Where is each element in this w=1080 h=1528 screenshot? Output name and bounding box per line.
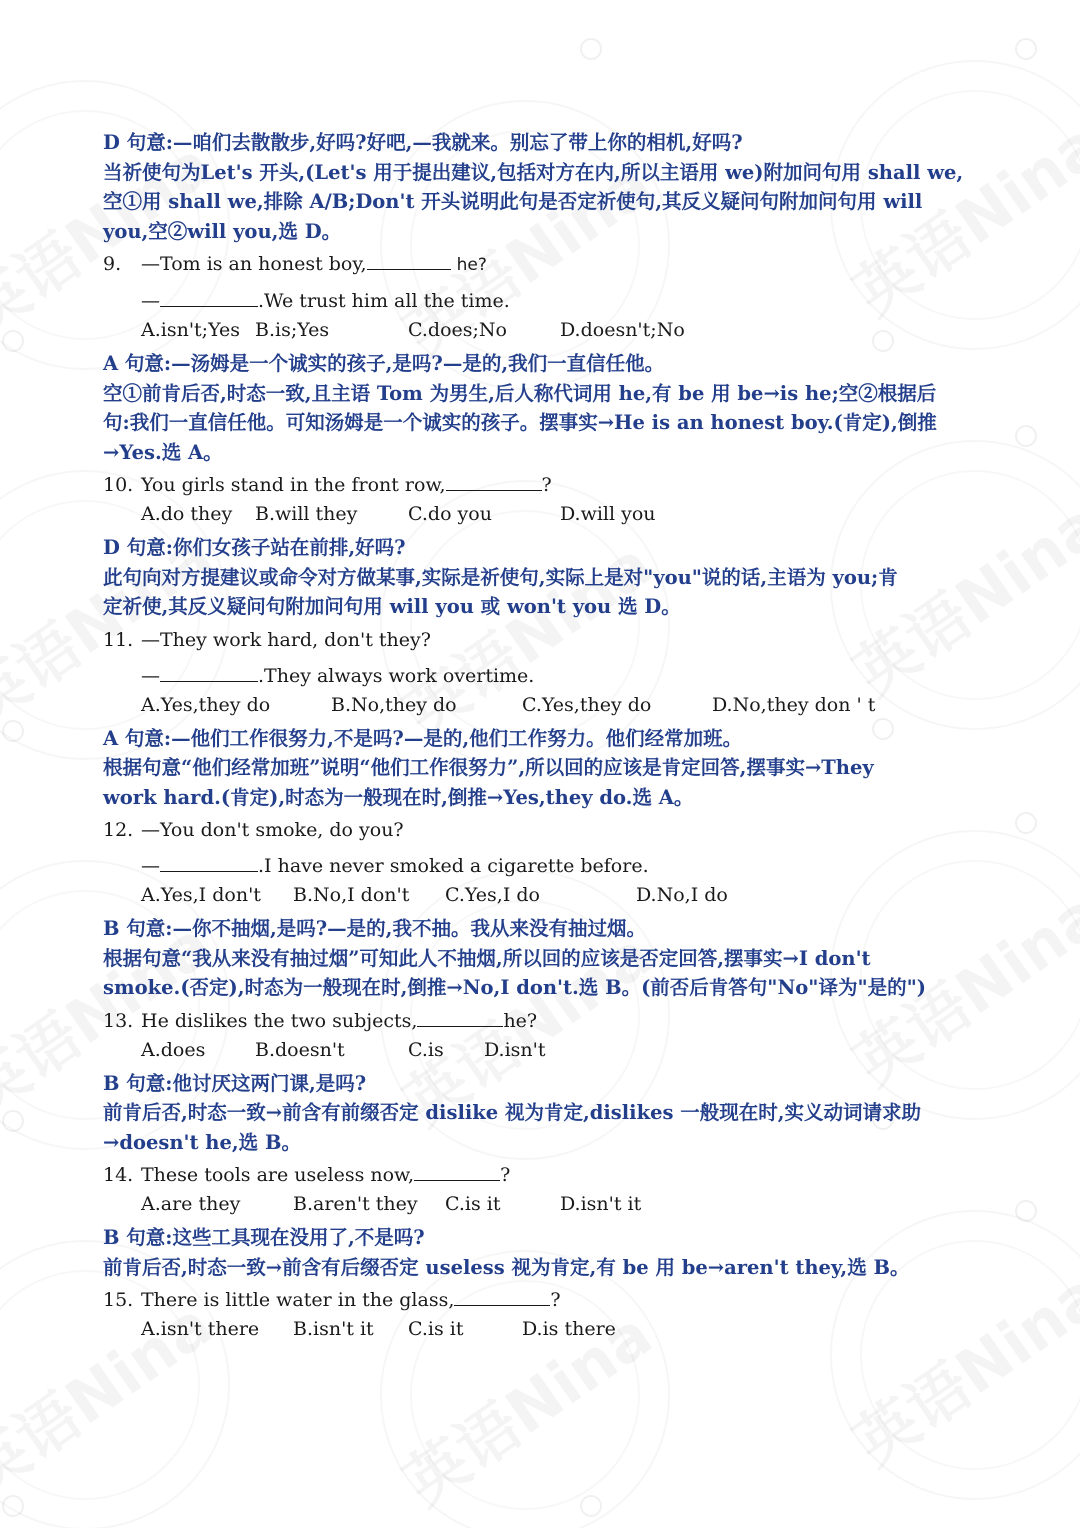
answer-line: B 句意:他讨厌这两门课,是吗? [103,1071,367,1095]
answer-line: 空①用 shall we,排除 A/B;Don't 开头说明此句是否定祈使句,其反义疑问句附加问句用 will [103,190,923,213]
answer-blank [160,661,258,682]
answer-line: work hard.(肯定),时态为一般现在时,倒推→Yes,they do.选 A。 [103,785,694,809]
answer-line: 当祈使句为Let's 开头,(Let's 用于提出建议,包括对方在内,所以主语用 we)附加问句用 shall we, [103,160,964,184]
reply-text: .They always work overtime. [258,664,535,687]
options-12 [103,884,983,914]
watermark-dot [1015,38,1037,60]
question-13 [103,1003,983,1039]
watermark-dot [2,330,24,352]
watermark-dot [2,1495,24,1517]
answer-line: 根据句意“他们经常加班”说明“他们工作很努力”,所以回的应该是肯定回答,摆事实→They [103,756,874,779]
option-a: A.are they [141,1193,241,1215]
question-14 [103,1157,983,1193]
option-d: D.No,they don ' t [712,693,876,716]
answer-line: A 句意:—汤姆是一个诚实的孩子,是吗?—是的,我们一直信任他。 [103,352,665,375]
question-number: 15. [103,1289,134,1311]
question-number: 11. [103,628,134,651]
answer-explanation-9 [103,349,983,467]
question-stem: You girls stand in the front row, [141,474,446,496]
option-c: C.is it [408,1318,464,1340]
answer-line: 根据句意“我从来没有抽过烟”可知此人不抽烟,所以回的应该是否定回答,摆事实→I don't [103,946,871,970]
answer-explanation-13 [103,1069,983,1158]
option-c: C.does;No [408,319,507,341]
answer-line: A 句意:—他们工作很努力,不是吗?—是的,他们工作努力。他们经常加班。 [103,726,743,750]
answer-line: B 句意:这些工具现在没用了,不是吗? [103,1226,425,1249]
answer-line: →doesn't he,选 B。 [103,1130,301,1154]
reply-dash: — [141,664,160,687]
option-b: B.No,I don't [293,884,410,906]
answer-line: D 句意:—咱们去散散步,好吗?好吧,—我就来。别忘了带上你的相机,好吗? [103,131,743,154]
answer-line: you,空②will you,选 D。 [103,219,342,243]
answer-line: 前肯后否,时态一致→前含有后缀否定 useless 视为肯定,有 be 用 be→aren't they,选 B。 [103,1255,910,1279]
reply-dash: — [141,290,160,312]
watermark-dot [1015,812,1037,834]
reply-text: .I have never smoked a cigarette before. [258,855,649,877]
option-d: D.doesn't;No [560,319,685,341]
answer-line: 前肯后否,时态一致→前含有前缀否定 dislike 视为肯定,dislikes 一般现在时,实义动词请求助 [103,1101,922,1124]
option-b: B.is;Yes [255,319,330,341]
answer-line: smoke.(否定),时态为一般现在时,倒推→No,I don't.选 B。(前否后肯答句"No"译为"是的") [103,976,926,999]
answer-line: 定祈使,其反义疑问句附加问句用 will you 或 won't you 选 D。 [103,595,681,618]
watermark-dot [2,1110,24,1132]
question-stem-tail: ? [500,1164,511,1186]
question-stem-tail: he? [456,255,487,275]
answer-line: D 句意:你们女孩子站在前排,好吗? [103,536,406,559]
watermark-dot [1015,425,1037,447]
answer-line: 空①前肯后否,时态一致,且主语 Tom 为男生,后人称代词用 he,有 be 用 be→is he;空②根据后 [103,381,937,405]
option-a: A.isn't there [141,1318,260,1340]
question-stem: There is little water in the glass, [141,1289,455,1311]
option-c: C.Yes,they do [522,693,652,716]
answer-blank [160,286,258,307]
watermark-dot [580,38,602,60]
option-d: D.No,I do [636,884,728,906]
question-12 [103,812,983,884]
option-a: A.do they [141,503,233,525]
answer-blank [446,470,542,491]
reply-text: .We trust him all the time. [258,290,510,312]
answer-line: 此句向对方提建议或命令对方做某事,实际是祈使句,实际上是对"you"说的话,主语为 you;肯 [103,565,898,589]
option-a: A.Yes,I don't [141,884,261,906]
answer-blank [160,851,258,872]
question-number: 13. [103,1009,134,1032]
answer-explanation-12 [103,914,983,1003]
reply-dash: — [141,855,160,877]
options-9 [103,319,983,349]
answer-line: B 句意:—你不抽烟,是吗?—是的,我不抽。我从来没有抽过烟。 [103,917,646,940]
option-a: A.Yes,they do [141,693,271,716]
option-b: B.aren't they [293,1193,418,1215]
answer-blank [414,1160,500,1181]
watermark-dot [1015,1200,1037,1222]
question-stem: He dislikes the two subjects, [141,1009,418,1032]
option-b: B.doesn't [255,1038,345,1061]
answer-blank [417,1006,503,1027]
question-15 [103,1282,983,1318]
question-stem-tail: he? [503,1009,538,1032]
answer-blank [454,1285,550,1306]
answer-explanation-8 [103,128,983,246]
answer-explanation-14 [103,1223,983,1282]
option-a: A.does [141,1038,206,1061]
question-number: 10. [103,474,134,496]
question-10 [103,467,983,503]
options-10 [103,503,983,533]
answer-blank [367,249,451,270]
question-stem: —Tom is an honest boy, [141,253,367,275]
option-d: D.isn't [484,1038,546,1061]
question-number: 12. [103,819,134,841]
option-c: C.Yes,I do [445,884,540,906]
options-13 [103,1039,983,1069]
watermark-dot [2,720,24,742]
answer-explanation-10 [103,533,983,622]
question-9 [103,246,983,319]
answer-line: 句:我们一直信任他。可知汤姆是一个诚实的孩子。摆事实→He is an honest boy.(肯定),倒推 [103,411,937,434]
document-body [103,128,983,1348]
option-b: B.No,they do [331,693,457,716]
option-b: B.will they [255,503,358,525]
question-stem-tail: ? [541,474,552,496]
question-stem: —They work hard, don't they? [141,628,431,651]
option-c: C.do you [408,503,492,525]
answer-explanation-11 [103,724,983,813]
question-stem: —You don't smoke, do you? [141,819,404,841]
options-11 [103,694,983,724]
question-11 [103,622,983,694]
watermark-dot [580,1495,602,1517]
question-number: 14. [103,1164,134,1186]
option-c: C.is it [445,1193,501,1215]
option-d: D.isn't it [560,1193,642,1215]
question-stem-tail: ? [550,1289,561,1311]
option-a: A.isn't;Yes [141,319,240,341]
answer-line: →Yes.选 A。 [103,440,223,464]
option-c: C.is [408,1038,444,1061]
option-d: D.is there [522,1318,616,1340]
option-b: B.isn't it [293,1318,374,1340]
question-stem: These tools are useless now, [141,1164,415,1186]
options-14 [103,1193,983,1223]
option-d: D.will you [560,503,656,525]
question-number: 9. [103,253,122,275]
options-15 [103,1318,983,1348]
